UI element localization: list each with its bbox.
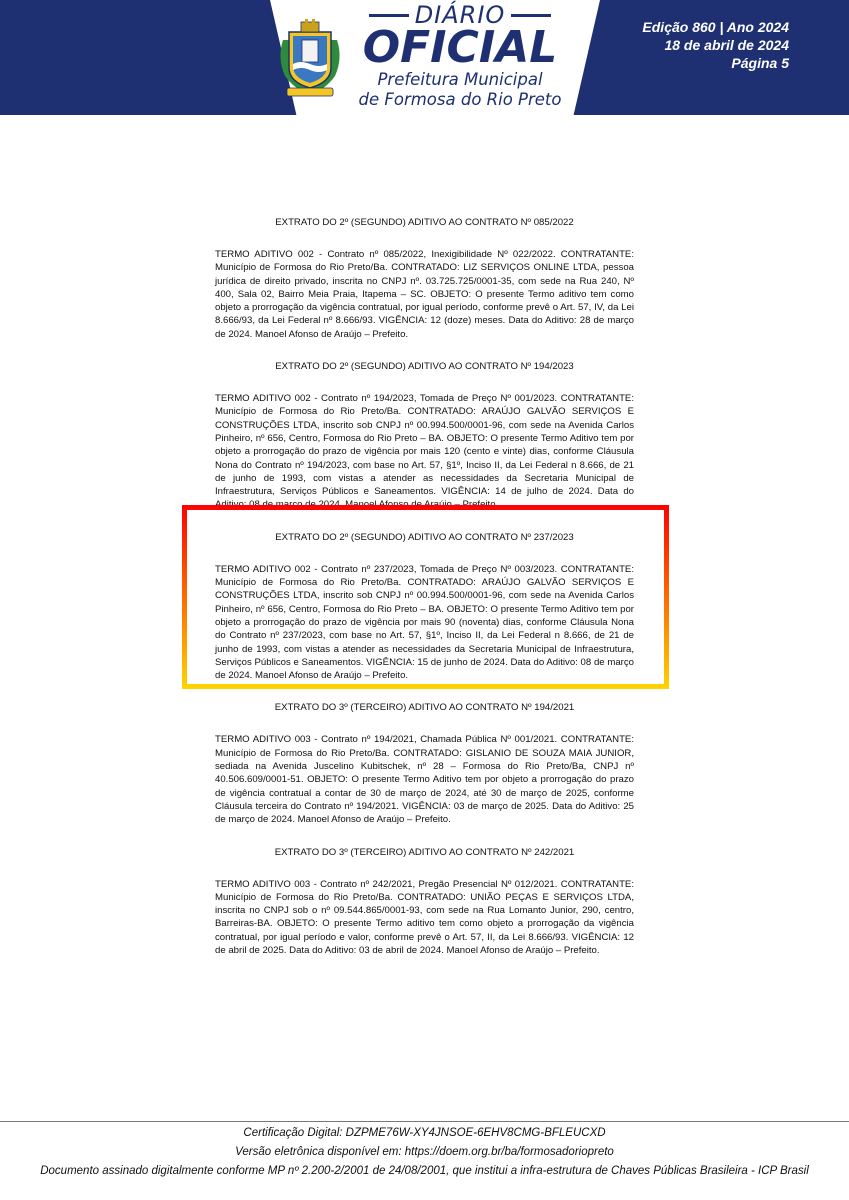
section-body: TERMO ADITIVO 002 - Contrato nº 194/2023, Tomada de Preço Nº 001/2023. CONTRATANTE: Município de Formosa do Rio Preto/Ba. CONTRATADO: ARAÚJO GALVÃO SERVIÇOS E CONSTRUÇÕES LTDA, inscrito sob CNPJ nº 00.994.500/0001-96, com sede na Avenida Carlos Pinheiro, nº 656, Centro, Formosa do Rio Preto – BA. OBJETO: O presente Termo Aditivo tem por objeto a prorrogação do prazo de vigência por mais 120 (cento e vinte) dias, conforme Cláusula Nona do Contrato nº 194/2023, com base no Art. 57, §1º, Inciso II, da Lei Federal n 8.666, de 21 de junho de 1993, com vistas a atender as necessidades da Secretaria Municipal de Infraestrutura, Serviços Públicos e Saneamentos. VIGÊNCIA: 14 de julho de 2024. Data do [215, 393, 634, 498]
section-body: TERMO ADITIVO 002 - Contrato nº 085/2022, Inexigibilidade Nº 022/2022. CONTRATANTE: Município de Formosa do Rio Preto/Ba. CONTRATADO: LIZ SERVIÇOS ONLINE LTDA, pessoa jurídica de direito privado, inscrita no CNPJ nº. 03.725.725/0001-35, com sede na Rua 240, Nº 400, Sala 02, Bairro Meia Praia, Itapema – SC. OBJETO: O presente Termo aditivo tem como objeto a prorrogação da vigência contratual, por igual período, conforme prevê o Art. 57, IV, da Lei 8.666/93, da Lei Federal nº 8.666/93. VIGÊNCIA: 12 (doze) meses. Data do Aditivo: 28 de março de 2024. Manoel Afonso de Araújo – Prefeito. [215, 249, 634, 340]
title-rule-right [511, 14, 551, 17]
section-body: TERMO ADITIVO 003 - Contrato nº 194/2021, Chamada Pública Nº 001/2021. CONTRATANTE: Município de Formosa do Rio Preto/Ba. CONTRATADO: GISLANIO DE SOUZA MAIA JUNIOR, sediada na Avenida Juscelino Kubitschek, nº 28 – Formosa do Rio Preto/Ba, CNPJ nº 40.506.609/0001-51. OBJETO: O presente Termo Aditivo tem por objeto a prorrogação do prazo de vigência contratual a contar de 30 de março de 2024, até 30 de março de 2025, conforme Cláusula terceira do Contrato nº 194/2021. VIGÊNCIA: 03 de março de 2025. Data do Aditivo: 25 de março de 2024. Manoel Afonso de Araújo – Prefeito. [215, 734, 634, 826]
extrato-section [215, 701, 634, 826]
title-rule-left [369, 14, 409, 17]
extrato-section [215, 216, 634, 341]
extrato-section [215, 360, 634, 512]
section-body: TERMO ADITIVO 003 - Contrato nº 242/2021, Pregão Presencial Nº 012/2021. CONTRATANTE: Município de Formosa do Rio Preto/Ba. CONTRATADO: UNIÃO PEÇAS E SERVIÇOS LTDA, inscrita no CNPJ sob o nº 09.544.865/0001-93, com sede na Rua Lomanto Junior, 290, centro, Barreiras-BA. OBJETO: O presente Termo aditivo tem como objeto a prorrogação da vigência contratual, por igual período e valor, conforme prevê o Art. 57, II, da Lei 8.666/93. VIGÊNCIA: 12 de abril de 2025. Data do Aditivo: 03 de abril de 2024. Manoel Afonso de Araújo – Prefeito. [215, 878, 634, 956]
section-title: EXTRATO DO 3º (TERCEIRO) ADITIVO AO CONTRATO Nº 194/2021 [274, 702, 575, 714]
section-title: EXTRATO DO 3º (TERCEIRO) ADITIVO AO CONTRATO Nº 242/2021 [274, 846, 575, 858]
page-number: Página 5 [731, 55, 789, 71]
masthead-title [355, 2, 565, 110]
masthead [0, 0, 849, 115]
municipio-label: de Formosa do Rio Preto [358, 90, 562, 109]
signature-notice: Documento assinado digitalmente conforme MP nº 2.200-2/2001 de 24/08/2001, que institui a infra-estrutura de Chaves Públicas Brasileira - ICP Brasil [40, 1165, 809, 1177]
section-title: EXTRATO DO 2º (SEGUNDO) ADITIVO AO CONTRATO Nº 194/2023 [275, 361, 574, 373]
coat-of-arms-icon [275, 18, 345, 100]
highlight-box [182, 505, 669, 689]
electronic-version-link[interactable]: Versão eletrônica disponível em: https://doem.org.br/ba/formosadoriopreto [235, 1146, 614, 1158]
extrato-section [215, 846, 634, 958]
section-title: EXTRATO DO 2º (SEGUNDO) ADITIVO AO CONTRATO Nº 085/2022 [275, 217, 574, 228]
digital-certification: Certificação Digital: DZPME76W-XY4JNSOE-6EHV8CMG-BFLEUCXD [243, 1127, 606, 1139]
diario-label: DIÁRIO [414, 1, 506, 29]
prefeitura-label: Prefeitura Municipal [377, 70, 543, 89]
oficial-label: OFICIAL [362, 22, 558, 73]
edition-date: 18 de abril de 2024 [664, 37, 789, 53]
page-footer [0, 1121, 849, 1181]
edition-number: Edição 860 | Ano 2024 [642, 19, 789, 35]
edition-info [642, 18, 789, 72]
